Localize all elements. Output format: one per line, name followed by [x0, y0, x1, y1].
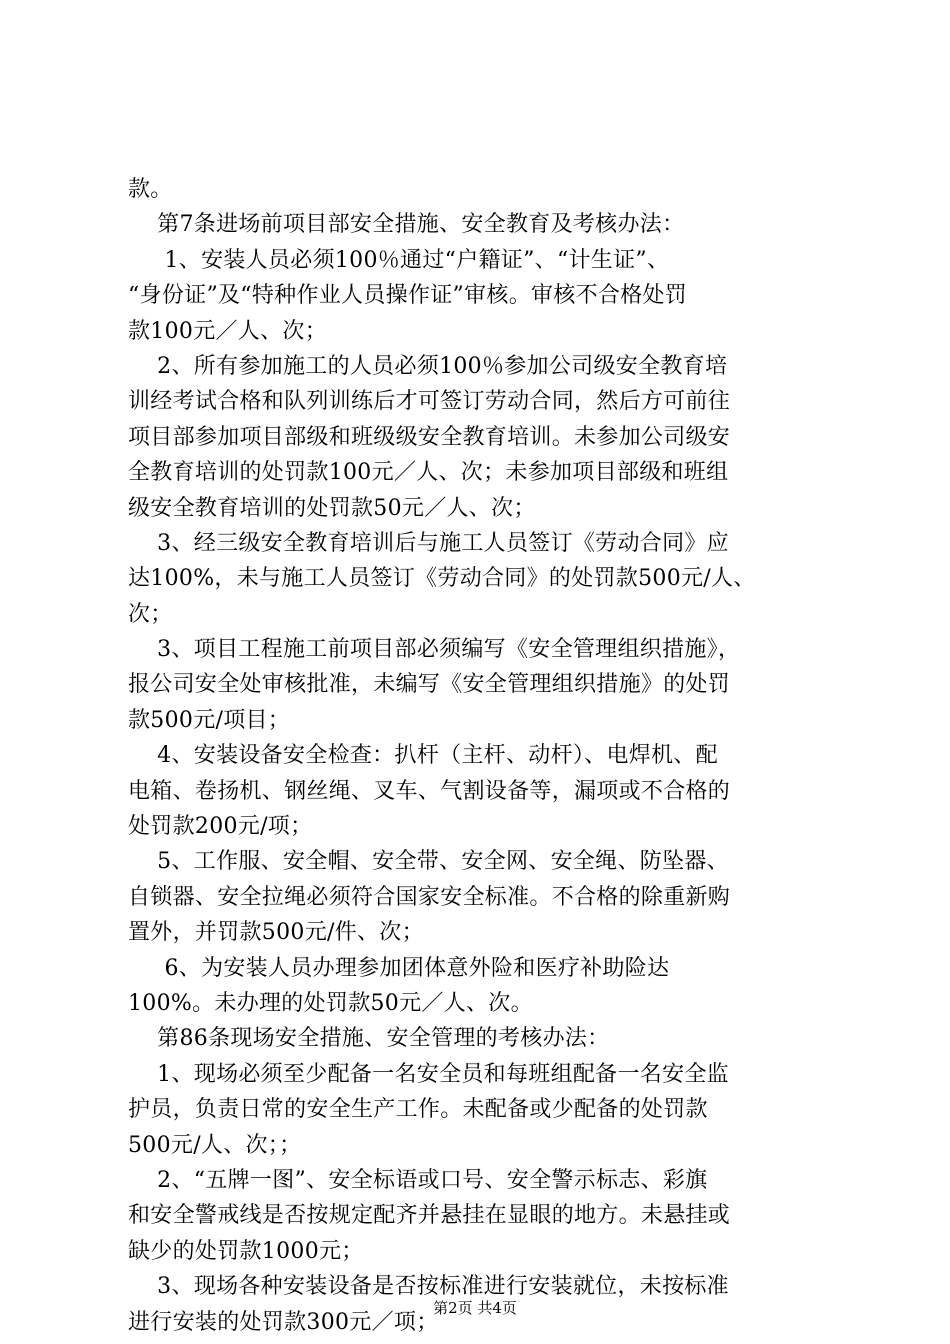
text-line: 全教育培训的处罚款100元／人、次；未参加项目部级和班组 — [128, 460, 729, 486]
text-line: 和安全警戒线是否按规定配齐并悬挂在显眼的地方。未悬挂或 — [128, 1203, 731, 1229]
article-7-heading: 第7条进场前项目部安全措施、安全教育及考核办法： — [128, 212, 685, 238]
text-line: 次； — [128, 601, 173, 627]
document-body — [128, 172, 838, 1340]
text-line: 达100%，未与施工人员签订《劳动合同》的处罚款500元/人、 — [128, 566, 756, 592]
text-line: 款。 — [128, 177, 173, 202]
text-line: 级安全教育培训的处罚款50元／人、次； — [128, 495, 536, 521]
text-line: 1、现场必须至少配备一名安全员和每班组配备一名安全监 — [128, 1061, 729, 1087]
text-line: 6、为安装人员办理参加团体意外险和医疗补助险达 — [128, 955, 670, 981]
article-86-heading: 第86条现场安全措施、安全管理的考核办法： — [128, 1026, 610, 1052]
text-line: 4、安装设备安全检查：扒杆（主杆、动杆）、电焊机、配 — [128, 743, 718, 769]
text-line: 2、所有参加施工的人员必须100％参加公司级安全教育培 — [128, 353, 728, 379]
text-line: 置外，并罚款500元/件、次； — [128, 920, 424, 946]
text-line: 电箱、卷扬机、钢丝绳、叉车、气割设备等，漏项或不合格的 — [128, 778, 731, 804]
text-line: 缺少的处罚款1000元； — [128, 1238, 364, 1264]
text-line: 3、经三级安全教育培训后与施工人员签订《劳动合同》应 — [128, 530, 729, 556]
text-line: 3、现场各种安装设备是否按标准进行安装就位，未按标准 — [128, 1274, 729, 1300]
text-line: 5、工作服、安全帽、安全带、安全网、安全绳、防坠器、 — [128, 849, 729, 875]
text-line: 项目部参加项目部级和班级级安全教育培训。未参加公司级安 — [128, 424, 731, 450]
text-line: 款100元／人、次； — [128, 318, 327, 344]
text-line: 3、项目工程施工前项目部必须编写《安全管理组织措施》， — [128, 637, 741, 663]
text-line: 进行安装的处罚款300元／项； — [128, 1309, 439, 1335]
text-line: 处罚款200元/项； — [128, 814, 313, 840]
text-line: “身份证”及“特种作业人员操作证”审核。审核不合格处罚 — [128, 283, 688, 309]
text-line: 报公司安全处审核批准，未编写《安全管理组织措施》的处罚 — [128, 672, 731, 698]
text-line: 500元/人、次；； — [128, 1132, 302, 1158]
text-line: 护员，负责日常的安全生产工作。未配备或少配备的处罚款 — [128, 1097, 708, 1123]
text-line: 自锁器、安全拉绳必须符合国家安全标准。不合格的除重新购 — [128, 884, 731, 910]
text-line: 1、安装人员必须100％通过“户籍证”、“计生证”、 — [128, 247, 670, 273]
text-line: 训经考试合格和队列训练后才可签订劳动合同，然后方可前往 — [128, 389, 731, 415]
text-line: 款500元/项目； — [128, 707, 291, 733]
text-line: 100%。未办理的处罚款50元／人、次。 — [128, 990, 533, 1016]
page-number-footer: 第2页 共4页 — [433, 1299, 517, 1317]
text-line: 2、“五牌一图”、安全标语或口号、安全警示标志、彩旗 — [128, 1167, 708, 1193]
